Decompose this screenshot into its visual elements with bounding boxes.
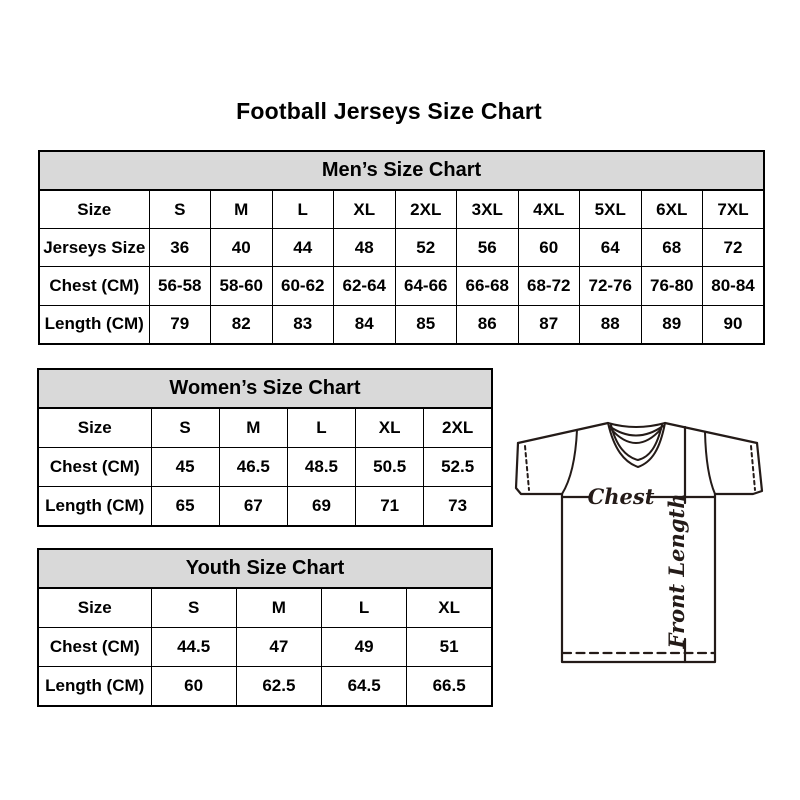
size-value-cell: 64-66	[395, 267, 457, 305]
size-column-header-cell: 5XL	[580, 190, 642, 229]
youth-size-chart-table	[37, 548, 493, 707]
size-column-header-cell: 3XL	[457, 190, 519, 229]
size-value-cell: 56-58	[149, 267, 211, 305]
mens-table	[38, 150, 765, 345]
table-row	[39, 305, 764, 344]
size-value-cell: 48	[334, 229, 396, 267]
size-column-header-cell: M	[236, 588, 321, 628]
size-value-cell: 80-84	[703, 267, 765, 305]
table-row	[38, 486, 492, 526]
size-value-cell: 89	[641, 305, 703, 344]
size-value-cell: 60	[151, 666, 236, 706]
size-value-cell: 58-60	[211, 267, 273, 305]
size-column-header-cell: 6XL	[641, 190, 703, 229]
table-row	[39, 267, 764, 305]
row-label-cell: Size	[39, 190, 149, 229]
jersey-diagram	[505, 415, 775, 675]
size-value-cell: 79	[149, 305, 211, 344]
size-column-header-cell: 4XL	[518, 190, 580, 229]
size-value-cell: 72-76	[580, 267, 642, 305]
size-column-header-cell: M	[211, 190, 273, 229]
mens-table-title: Men’s Size Chart	[39, 151, 764, 190]
size-value-cell: 50.5	[356, 448, 424, 487]
size-value-cell: 44.5	[151, 628, 236, 667]
right-cuff-dashed-line	[751, 446, 755, 490]
size-column-header-cell: L	[272, 190, 334, 229]
size-value-cell: 56	[457, 229, 519, 267]
table-row	[38, 408, 492, 448]
size-value-cell: 87	[518, 305, 580, 344]
size-value-cell: 66-68	[457, 267, 519, 305]
table-row	[39, 190, 764, 229]
size-value-cell: 67	[219, 486, 287, 526]
table-header-row	[38, 369, 492, 408]
size-value-cell: 85	[395, 305, 457, 344]
size-value-cell: 68	[641, 229, 703, 267]
size-value-cell: 86	[457, 305, 519, 344]
jersey-right-sleeve	[715, 443, 762, 494]
row-label-cell: Length (CM)	[38, 666, 151, 706]
size-column-header-cell: S	[151, 588, 236, 628]
jersey-body	[562, 494, 715, 662]
table-header-row	[38, 549, 492, 588]
size-value-cell: 47	[236, 628, 321, 667]
chest-label: Chest	[587, 484, 655, 509]
size-value-cell: 65	[151, 486, 219, 526]
size-value-cell: 73	[424, 486, 492, 526]
left-cuff-dashed-line	[525, 446, 529, 490]
size-column-header-cell: 2XL	[424, 408, 492, 448]
row-label-cell: Length (CM)	[38, 486, 151, 526]
size-column-header-cell: S	[149, 190, 211, 229]
front-length-label: Front Length	[664, 493, 689, 649]
row-label-cell: Jerseys Size	[39, 229, 149, 267]
size-value-cell: 51	[407, 628, 492, 667]
size-column-header-cell: 7XL	[703, 190, 765, 229]
jersey-collar	[608, 423, 665, 467]
page-title: Football Jerseys Size Chart	[236, 98, 542, 124]
size-value-cell: 36	[149, 229, 211, 267]
size-value-cell: 88	[580, 305, 642, 344]
size-value-cell: 40	[211, 229, 273, 267]
size-value-cell: 82	[211, 305, 273, 344]
table-row	[38, 448, 492, 487]
size-value-cell: 90	[703, 305, 765, 344]
size-value-cell: 72	[703, 229, 765, 267]
size-value-cell: 68-72	[518, 267, 580, 305]
size-value-cell: 46.5	[219, 448, 287, 487]
row-label-cell: Chest (CM)	[38, 448, 151, 487]
size-column-header-cell: L	[322, 588, 407, 628]
size-value-cell: 44	[272, 229, 334, 267]
table-row	[38, 666, 492, 706]
jersey-left-sleeve	[516, 443, 562, 494]
size-value-cell: 60	[518, 229, 580, 267]
size-value-cell: 62-64	[334, 267, 396, 305]
womens-table-title: Women’s Size Chart	[38, 369, 492, 408]
size-value-cell: 62.5	[236, 666, 321, 706]
youth-table	[37, 548, 493, 707]
womens-size-chart-table	[37, 368, 493, 527]
size-column-header-cell: L	[287, 408, 355, 448]
mens-size-chart-table	[38, 150, 765, 345]
size-value-cell: 52	[395, 229, 457, 267]
row-label-cell: Chest (CM)	[39, 267, 149, 305]
size-value-cell: 71	[356, 486, 424, 526]
size-column-header-cell: S	[151, 408, 219, 448]
size-value-cell: 66.5	[407, 666, 492, 706]
row-label-cell: Chest (CM)	[38, 628, 151, 667]
size-value-cell: 52.5	[424, 448, 492, 487]
size-column-header-cell: XL	[407, 588, 492, 628]
table-row	[38, 588, 492, 628]
size-value-cell: 48.5	[287, 448, 355, 487]
table-header-row	[39, 151, 764, 190]
table-row	[39, 229, 764, 267]
size-value-cell: 64	[580, 229, 642, 267]
size-value-cell: 49	[322, 628, 407, 667]
size-value-cell: 64.5	[322, 666, 407, 706]
youth-table-title: Youth Size Chart	[38, 549, 492, 588]
size-column-header-cell: XL	[334, 190, 396, 229]
size-column-header-cell: M	[219, 408, 287, 448]
row-label-cell: Size	[38, 588, 151, 628]
size-value-cell: 45	[151, 448, 219, 487]
size-value-cell: 84	[334, 305, 396, 344]
row-label-cell: Size	[38, 408, 151, 448]
womens-table	[37, 368, 493, 527]
table-row	[38, 628, 492, 667]
size-value-cell: 69	[287, 486, 355, 526]
size-column-header-cell: XL	[356, 408, 424, 448]
size-column-header-cell: 2XL	[395, 190, 457, 229]
row-label-cell: Length (CM)	[39, 305, 149, 344]
size-value-cell: 76-80	[641, 267, 703, 305]
size-value-cell: 60-62	[272, 267, 334, 305]
size-value-cell: 83	[272, 305, 334, 344]
